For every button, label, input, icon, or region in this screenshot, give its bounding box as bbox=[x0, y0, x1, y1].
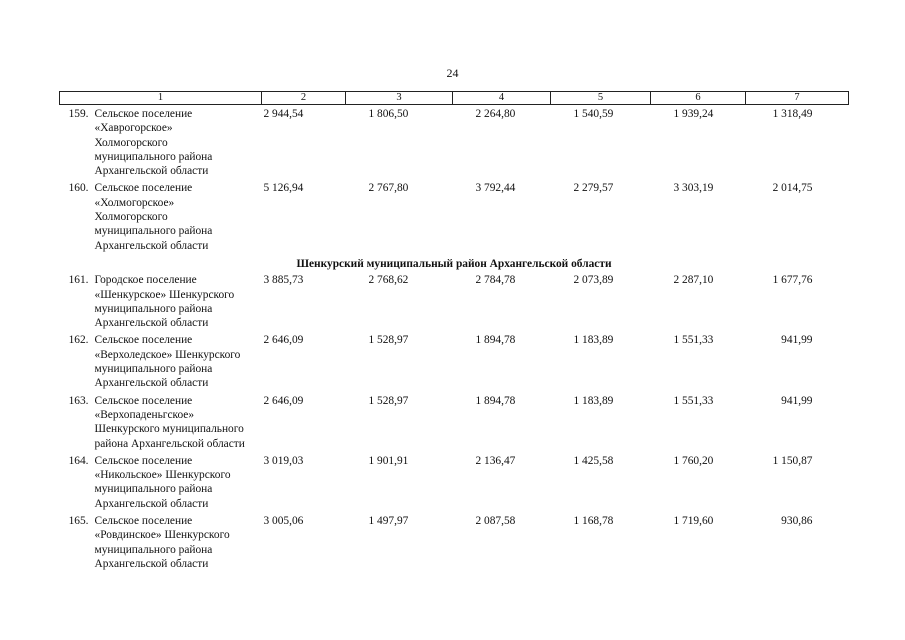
value-cell: 2 087,58 bbox=[475, 515, 516, 528]
header-cell: 6 bbox=[651, 92, 746, 105]
section-title: Шенкурский муниципальный район Архангельской области bbox=[296, 257, 612, 270]
table-row bbox=[60, 394, 849, 454]
value-cell: 1 528,97 bbox=[368, 334, 409, 347]
section-header-row bbox=[60, 256, 849, 273]
column-number-header bbox=[60, 92, 849, 105]
settlement-cell bbox=[60, 454, 262, 514]
table-row bbox=[60, 273, 849, 333]
value-cell: 1 528,97 bbox=[368, 394, 409, 407]
settlement-cell bbox=[60, 273, 262, 333]
value-cell: 1 894,78 bbox=[475, 394, 516, 407]
value-cell: 3 885,73 bbox=[263, 274, 304, 287]
settlement-cell bbox=[60, 181, 262, 255]
value-cell: 3 303,19 bbox=[673, 182, 714, 195]
settlement-cell bbox=[60, 394, 262, 454]
value-cell: 1 540,59 bbox=[573, 108, 614, 120]
value-cell: 1 894,78 bbox=[475, 334, 516, 347]
value-cell: 1 183,89 bbox=[573, 394, 614, 407]
value-cell: 1 939,24 bbox=[673, 108, 714, 120]
value-cell: 930,86 bbox=[781, 515, 813, 528]
value-cell: 1 551,33 bbox=[673, 394, 714, 407]
header-cell: 4 bbox=[453, 92, 551, 105]
table-body bbox=[60, 105, 849, 575]
value-cell: 2 136,47 bbox=[475, 454, 516, 467]
header-cell: 7 bbox=[746, 92, 849, 105]
header-cell: 5 bbox=[551, 92, 651, 105]
table-row bbox=[60, 514, 849, 574]
value-cell: 2 767,80 bbox=[368, 182, 409, 195]
value-cell: 2 646,09 bbox=[263, 394, 304, 407]
table-row bbox=[60, 105, 849, 182]
value-cell: 1 497,97 bbox=[368, 515, 409, 528]
value-cell: 941,99 bbox=[781, 334, 813, 347]
row-number: 165. bbox=[68, 515, 89, 528]
table-row bbox=[60, 333, 849, 393]
settlement-name: Сельское поселение «Верхоледское» Шенкурского муниципального района Архангельской области bbox=[94, 334, 241, 390]
settlement-name: Сельское поселение «Никольское» Шенкурского муниципального района Архангельской области bbox=[94, 454, 231, 510]
settlement-name: Сельское поселение «Верхопаденьгское» Шенкурского муниципального района Архангельской области bbox=[94, 394, 245, 450]
value-cell: 3 005,06 bbox=[263, 515, 304, 528]
value-cell: 2 768,62 bbox=[368, 274, 409, 287]
value-cell: 2 073,89 bbox=[573, 274, 614, 287]
value-cell: 5 126,94 bbox=[263, 182, 304, 195]
row-number: 162. bbox=[68, 334, 89, 347]
value-cell: 2 279,57 bbox=[573, 182, 614, 195]
data-table bbox=[59, 91, 849, 574]
value-cell: 941,99 bbox=[781, 394, 813, 407]
row-number: 164. bbox=[68, 454, 89, 467]
settlement-cell bbox=[60, 105, 262, 182]
settlement-name: Сельское поселение «Хаврогорское» Холмогорского муниципального района Архангельской области bbox=[94, 108, 213, 178]
row-number: 161. bbox=[68, 274, 89, 287]
row-number: 163. bbox=[68, 394, 89, 407]
value-cell: 1 318,49 bbox=[772, 108, 813, 120]
value-cell: 3 792,44 bbox=[475, 182, 516, 195]
header-cell: 3 bbox=[346, 92, 453, 105]
value-cell: 1 806,50 bbox=[368, 108, 409, 120]
row-number: 160. bbox=[68, 182, 89, 195]
value-cell: 2 287,10 bbox=[673, 274, 714, 287]
value-cell: 1 150,87 bbox=[772, 454, 813, 467]
value-cell: 1 760,20 bbox=[673, 454, 714, 467]
value-cell: 2 784,78 bbox=[475, 274, 516, 287]
value-cell: 2 646,09 bbox=[263, 334, 304, 347]
settlement-name: Сельское поселение «Ровдинское» Шенкурского муниципального района Архангельской области bbox=[94, 515, 230, 570]
value-cell: 1 183,89 bbox=[573, 334, 614, 347]
value-cell: 1 168,78 bbox=[573, 515, 614, 528]
settlement-cell bbox=[60, 333, 262, 393]
value-cell: 1 719,60 bbox=[673, 515, 714, 528]
value-cell: 2 014,75 bbox=[772, 182, 813, 195]
value-cell: 3 019,03 bbox=[263, 454, 304, 467]
settlement-name: Городское поселение «Шенкурское» Шенкурского муниципального района Архангельской области bbox=[94, 274, 235, 330]
row-number: 159. bbox=[68, 108, 89, 120]
settlement-name: Сельское поселение «Холмогорское» Холмогорского муниципального района Архангельской области bbox=[94, 182, 213, 252]
table-row bbox=[60, 181, 849, 255]
page-number: 24 bbox=[446, 66, 459, 80]
value-cell: 1 425,58 bbox=[573, 454, 614, 467]
settlement-cell bbox=[60, 514, 262, 574]
value-cell: 1 677,76 bbox=[772, 274, 813, 287]
value-cell: 1 551,33 bbox=[673, 334, 714, 347]
header-cell: 2 bbox=[262, 92, 346, 105]
value-cell: 2 944,54 bbox=[263, 108, 304, 120]
value-cell: 1 901,91 bbox=[368, 454, 409, 467]
header-cell: 1 bbox=[60, 92, 262, 105]
value-cell: 2 264,80 bbox=[475, 108, 516, 120]
table-row bbox=[60, 454, 849, 514]
